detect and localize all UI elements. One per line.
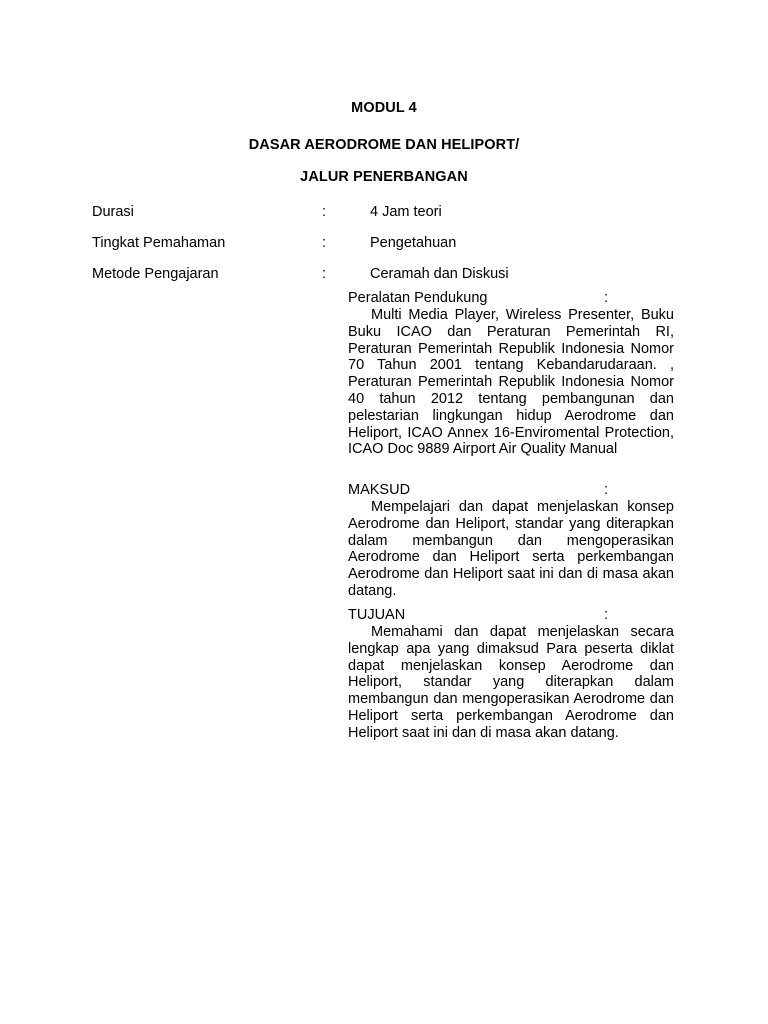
section-colon: : (604, 482, 609, 498)
section-label: MAKSUD (348, 482, 411, 498)
info-value: 4 Jam teori (370, 204, 442, 220)
info-colon: : (322, 266, 327, 282)
section-label: TUJUAN (348, 607, 406, 623)
section-text: Mempelajari dan dapat menjelaskan konsep Aerodrome dan Heliport, standar yang diterapkan dalam membangun dan mengoperasikan Aerodrome dan Heliport serta perkembangan Aerodrome dan Heliport saat ini dan di masa akan datang. (348, 499, 674, 599)
section-heading (348, 290, 674, 307)
section-peralatan-pendukung (348, 290, 674, 458)
info-value: Ceramah dan Diskusi (370, 266, 509, 282)
section-colon: : (604, 607, 609, 623)
section-heading (348, 482, 674, 499)
module-title-line-2: JALUR PENERBANGAN (300, 169, 468, 185)
info-label: Metode Pengajaran (92, 266, 219, 282)
module-title-line-1: DASAR AERODROME DAN HELIPORT/ (248, 137, 520, 153)
module-number: MODUL 4 (351, 100, 417, 116)
section-label: Peralatan Pendukung (348, 290, 488, 306)
section-colon: : (604, 290, 609, 306)
section-heading (348, 607, 674, 624)
section-tujuan (348, 607, 674, 742)
info-label: Tingkat Pemahaman (92, 235, 226, 251)
info-colon: : (322, 204, 327, 220)
info-value: Pengetahuan (370, 235, 457, 251)
section-maksud (348, 482, 674, 600)
info-colon: : (322, 235, 327, 251)
section-text: Memahami dan dapat menjelaskan secara lengkap apa yang dimaksud Para peserta diklat dapat menjelaskan konsep Aerodrome dan Heliport, standar yang diterapkan dalam membangun dan mengoperasikan Aerodrome dan Heliport serta perkembangan Aerodrome dan Heliport saat ini dan di masa akan datang. (348, 624, 674, 741)
info-label: Durasi (92, 204, 134, 220)
section-text: Multi Media Player, Wireless Presenter, Buku Buku ICAO dan Peraturan Pemerintah RI, Peraturan Pemerintah Republik Indonesia Nomor 70 Tahun 2001 tentang Kebandarudaraan. , Peraturan Pemerintah Republik Indonesia Nomor 40 tahun 2012 tentang pembangunan dan pelestarian lingkungan hidup Aerodrome dan Heliport, ICAO Annex 16-Enviromental Protection, ICAO Doc 9889 Airport Air Quality Manual (348, 307, 674, 458)
